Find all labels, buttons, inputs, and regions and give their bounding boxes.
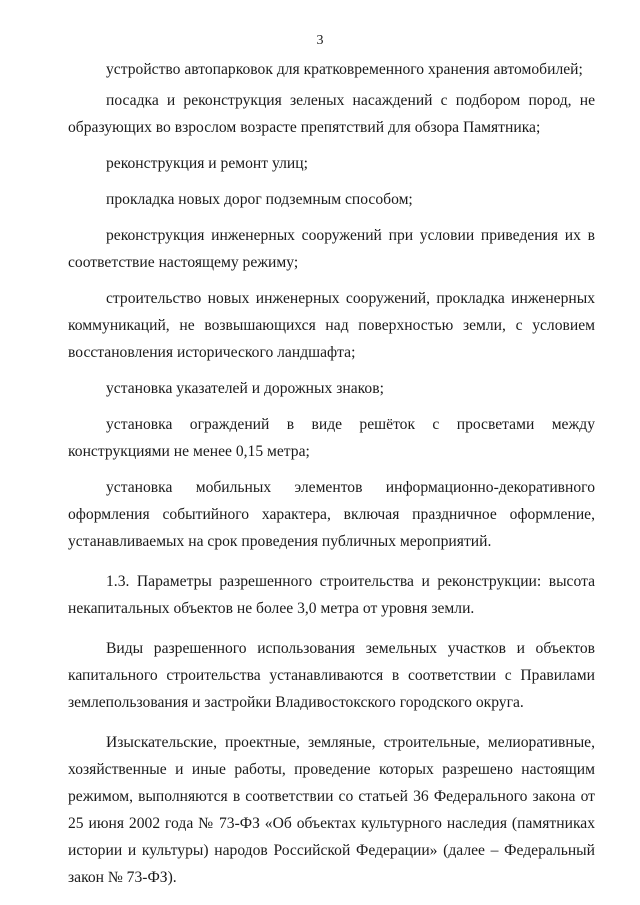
paragraph-underground-roads: прокладка новых дорог подземным способом; <box>106 191 413 208</box>
paragraph-permitted-use: Виды разрешенного использования земельных участков и объектов капитального строительства устанавливаются в соответствии с Правилами землепользования и застройки Владивостокского городского округа. <box>68 640 595 711</box>
page-number: 3 <box>316 33 324 48</box>
paragraph-green-planting: посадка и реконструкция зеленых насаждений с подбором пород, не образующих во взрослом возрасте препятствий для обзора Памятника; <box>68 92 595 136</box>
paragraph-parking: устройство автопарковок для кратковременного хранения автомобилей; <box>106 61 583 78</box>
paragraph-fences: установка ограждений в виде решёток с просветами между конструкциями не менее 0,15 метра; <box>68 416 595 460</box>
paragraph-works: Изыскательские, проектные, земляные, строительные, мелиоративные, хозяйственные и иные работы, проведение которых разрешено настоящим режимом, выполняются в соответствии со статьей 36 Федерального закона от 25 июня 2002 года № 73-ФЗ «Об объектах культурного наследия (памятниках истории и культуры) народов Российской Федерации» (далее – Федеральный закон № 73-ФЗ). <box>68 734 595 886</box>
paragraph-street-repair: реконструкция и ремонт улиц; <box>106 155 308 172</box>
paragraph-mobile-elements: установка мобильных элементов информационно-декоративного оформления событийного характера, включая праздничное оформление, устанавливаемых на срок проведения публичных мероприятий. <box>68 479 595 550</box>
paragraph-engineering-reconstruction: реконструкция инженерных сооружений при условии приведения их в соответствие настоящему режиму; <box>68 227 595 271</box>
paragraph-new-engineering: строительство новых инженерных сооружений, прокладка инженерных коммуникаций, не возвышающихся над поверхностью земли, с условием восстановления исторического ландшафта; <box>68 290 595 361</box>
paragraph-section-1-3: 1.3. Параметры разрешенного строительства и реконструкции: высота некапитальных объектов не более 3,0 метра от уровня земли. <box>68 573 595 617</box>
document-body <box>68 56 595 900</box>
paragraph-road-signs: установка указателей и дорожных знаков; <box>106 380 384 397</box>
